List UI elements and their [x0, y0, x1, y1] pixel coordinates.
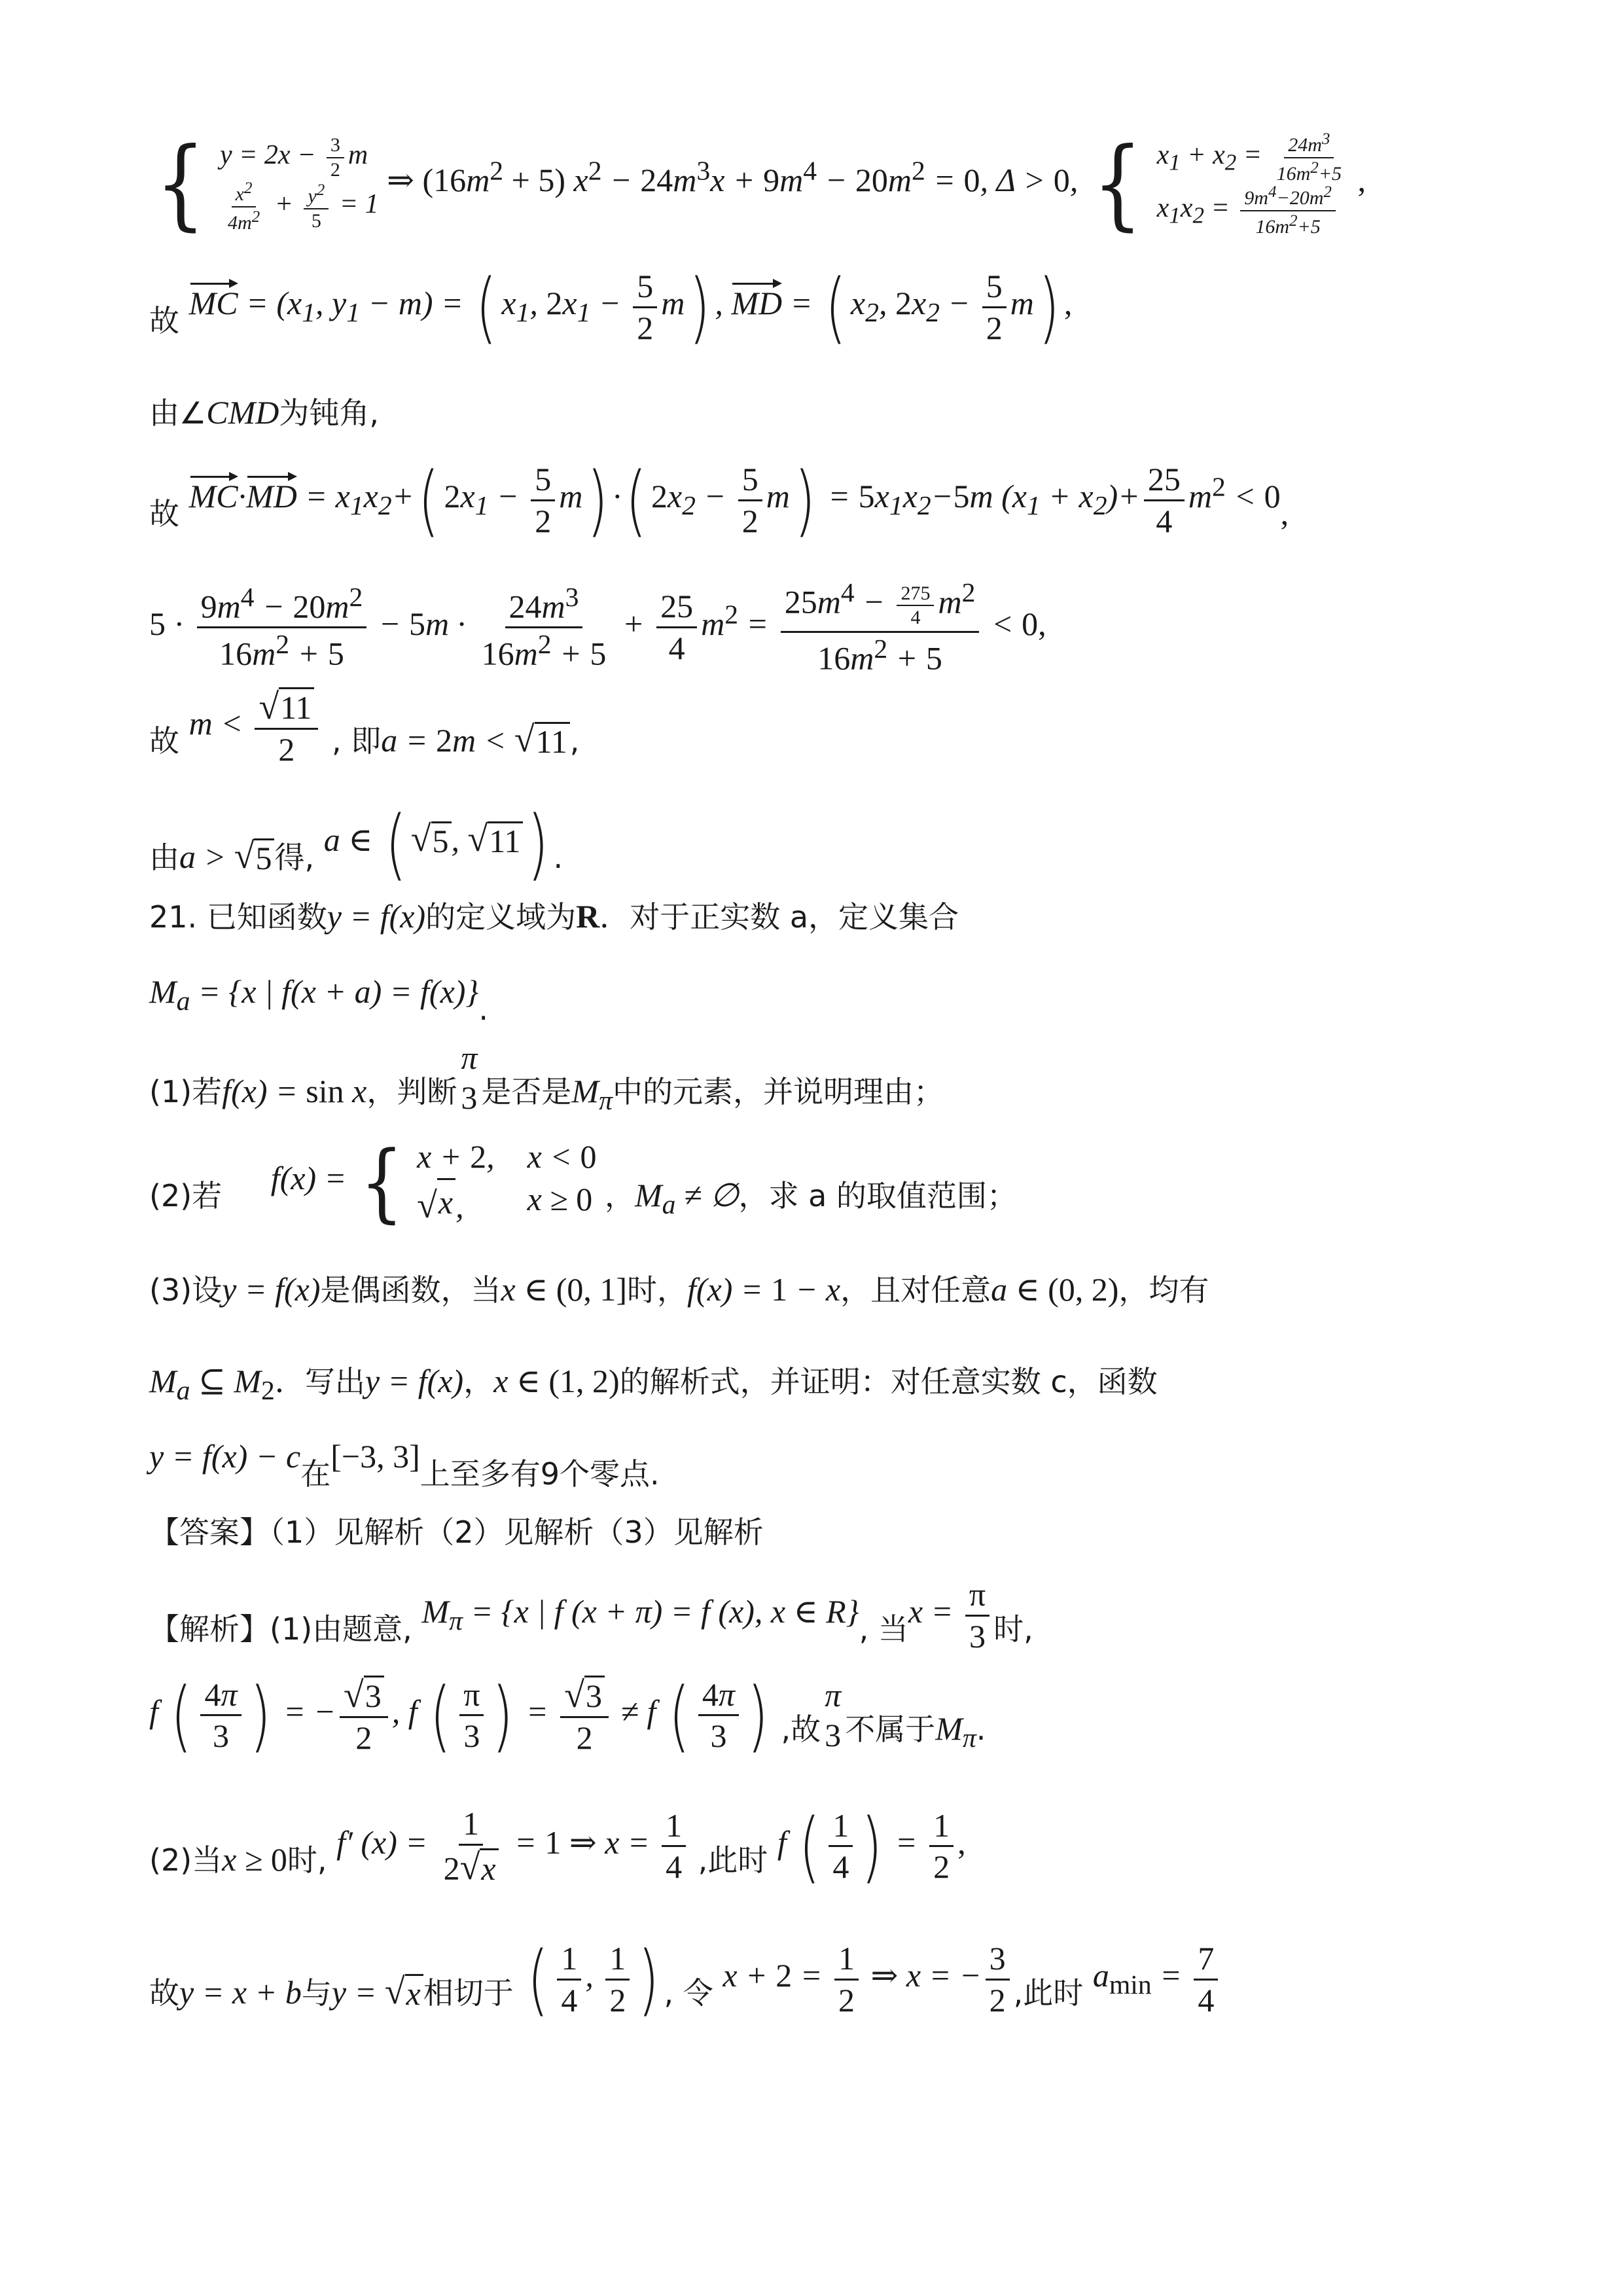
a-range-line: 由a > √ 5 得, a ∈ ( √ 5 , √ 11 ) . [149, 798, 563, 889]
analysis-part2-line: (2)当x ≥ 0时, f′ (x) = 1 2 √ x = 1 ⇒ x = $\frac{1}{4}$ ,此时 f ( $\frac{1}{4}$ ) = $\frac{1}{2}$ , [149, 1801, 966, 1892]
gu-label: 故 [149, 303, 179, 339]
equation-system-line [149, 127, 1366, 241]
question-21-part2: (2)若 f(x) = { x + 2, x < 0 √ x , x ≥ 0 ，$M_a$ ≠ ∅，求 a 的取值范围； [149, 1132, 1017, 1232]
vector-line: 故 MC = ($x_1$, $y_1 - m$) = ( $x_1$, $2x_1$ − $\frac{5}{2}$ m) , MD = ( $x_2$, $2x_2$ − $\frac{5}{2}$ m) , [149, 262, 1073, 352]
analysis-part1-line: 【解析】(1)由题意, $M_\pi = \{x$ | f (x + π) = f (x), x ∈ R}, 当x = $\frac{\pi}{3}$ 时, [149, 1576, 1033, 1655]
answer-line [149, 1515, 764, 1550]
question-21-part3-end: y = f(x) − c在[−3, 3]上至多有9个零点. [149, 1438, 660, 1492]
set-definition-line: $M_a = \{x$ | f(x + a) = f(x)}. [149, 973, 489, 1027]
m-bound-line: 故 m < √ 11 2 , 即a = 2m < √ 11 , [149, 686, 580, 768]
system-left: { y = 2x − $\frac{3}{2}$ m $\frac{x^2}{4m^2}$ + $\frac{y^2}{5}$ = 1 ⇒ $(16m^2 + 5) x^2 - 24m^3x + 9m^4 - 20m^2 = 0$, Δ > 0, { $x_1 + x_2$ = $\frac{24m^3}{16m^2+5}$ $x_1x_2$ = $\frac{9m^4-20m^2}{16m^2+5}$ , [155, 127, 1366, 241]
question-21-part3: (3)设y = f(x)是偶函数，当x ∈ (0, 1]时，f(x) = 1 − x，且对任意a ∈ (0, 2)，均有 [149, 1271, 1209, 1308]
analysis-part2-tangent: 故y = x + b与y = √ x 相切于 ( $\frac{1}{4}$ , $\frac{1}{2}$ ) , 令 x + 2 = $\frac{1}{2}$ ⇒ x = − $\frac{3}{2}$ ,此时 $a_{min}$ = $\frac{7}{4}$ [149, 1941, 1222, 2018]
substitution-line: 5 · $\frac{9m^4 - 20m^2}{16m^2 + 5}$ − 5m · $\frac{24m^3}{16m^2 + 5}$ + $\frac{25}{4}$ $m^2$ = $25m^4$ − $\frac{275}{4}$ $m^2$ $16m^2 + 5$ < 0, [149, 578, 1046, 677]
analysis-part1-calc: f ( $\frac{4\pi}{3}$ ) = − √ 3 2 , f ( $\frac{\pi}{3}$ ) = √ 3 2 ≠ f ( $\frac{4\pi}{3}$ ) ,故 π 3 不属于$M_\pi$. [149, 1670, 986, 1761]
question-21-part3-cont: $M_a$ ⊆ $M_2$．写出y = f(x)，x ∈ (1, 2)的解析式，并证明：对任意实数 c，函数 [149, 1363, 1158, 1406]
angle-line: 由∠CMD为钝角, [149, 394, 379, 431]
answer-label: 【答案】（1）见解析（2）见解析（3）见解析 [149, 1515, 764, 1550]
dot-product-line: 故 $MC\cdot MD = x_1x_2+$( $2x_1$ − $\frac{5}{2}$ m) ·( $2x_2$ − $\frac{5}{2}$ $m) = 5x_1x_2-5m$ $(x_1 + x_2)+$ $\frac{25}{4}$ $m^2 < 0$, [149, 455, 1289, 545]
question-21-part1: (1)若f(x) = sin x，判断 π 3 是否是$M_\pi$中的元素，并说明理由； [149, 1039, 944, 1116]
question-21-intro: 21. 已知函数y = f(x)的定义域为R．对于正实数 a，定义集合 [149, 898, 959, 935]
